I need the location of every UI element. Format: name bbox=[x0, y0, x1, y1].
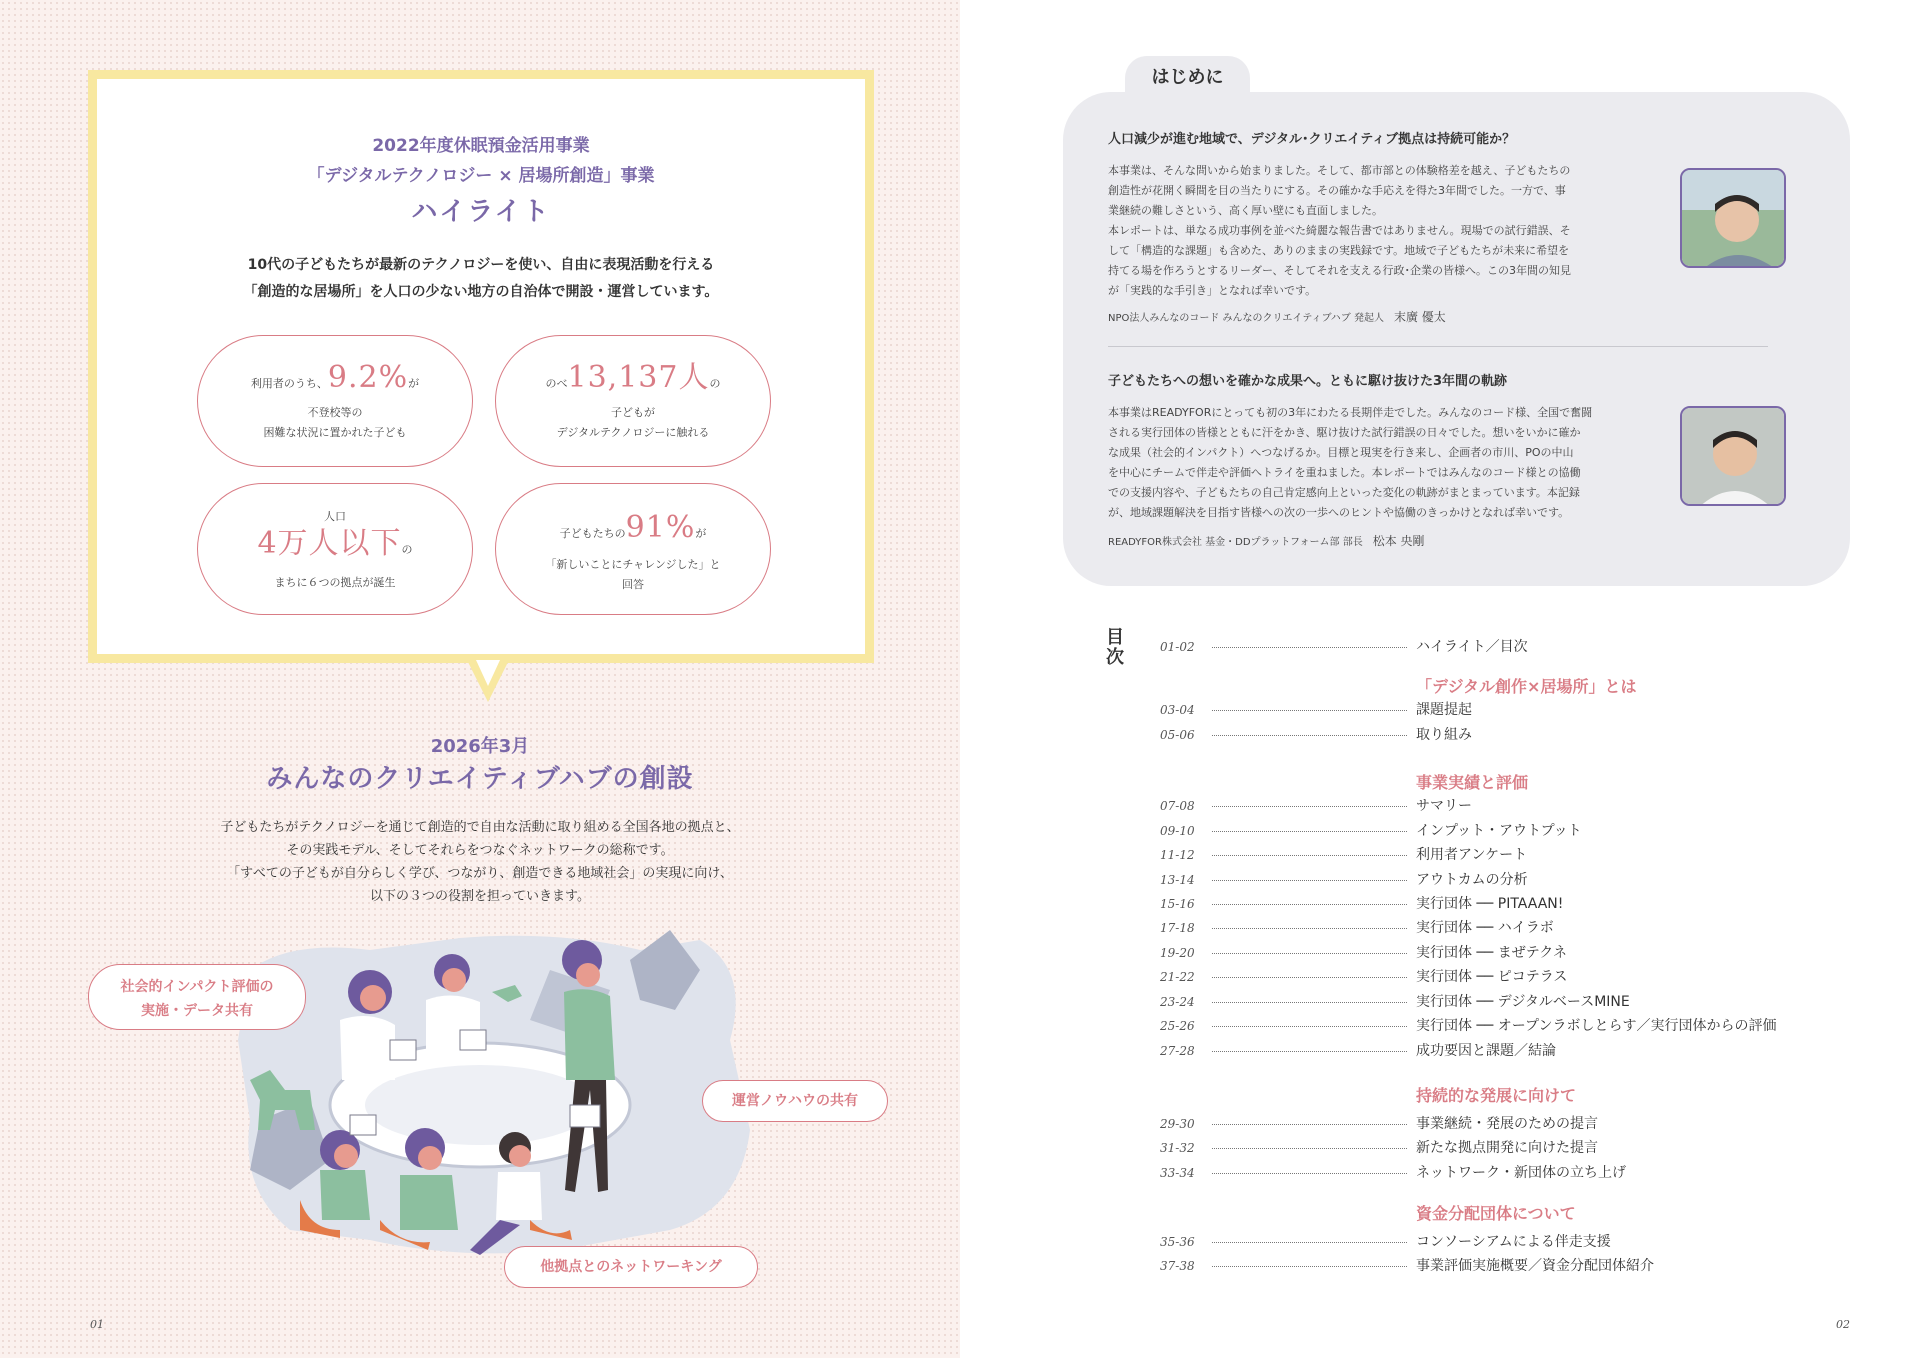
toc-entry[interactable] bbox=[1160, 821, 1860, 841]
toc-pages: 31-32 bbox=[1160, 1141, 1195, 1155]
toc-title: 利用者アンケート bbox=[1416, 847, 1528, 863]
toc-title: アウトカムの分析 bbox=[1416, 872, 1528, 888]
toc-pages: 15-16 bbox=[1160, 897, 1195, 911]
toc-entry[interactable] bbox=[1160, 1256, 1860, 1276]
table-inner bbox=[365, 1065, 595, 1145]
toc-label: 目次 bbox=[1106, 627, 1124, 668]
toc-leader bbox=[1212, 977, 1407, 978]
highlight-intro-line: 10代の子どもたちが最新のテクノロジーを使い、自由に表現活動を行える bbox=[247, 257, 715, 273]
toc-pages: 23-24 bbox=[1160, 995, 1195, 1009]
toc-pages: 25-26 bbox=[1160, 1019, 1195, 1033]
toc-entry[interactable] bbox=[1160, 700, 1860, 720]
message-line: 本事業はREADYFORにとっても初の3年にわたる長期伴走でした。みんなのコード様、全国で奮闘 bbox=[1108, 406, 1593, 419]
portrait-image bbox=[1682, 170, 1786, 268]
speech-pointer-inner bbox=[476, 660, 500, 686]
stat-suffix: が bbox=[695, 527, 707, 540]
toc-title: ハイライト／目次 bbox=[1416, 639, 1528, 655]
toc-leader bbox=[1212, 855, 1407, 856]
page-number-left: 01 bbox=[90, 1318, 104, 1331]
toc-entry[interactable] bbox=[1160, 1138, 1860, 1158]
toc-entry[interactable] bbox=[1160, 1232, 1860, 1252]
toc-pages: 27-28 bbox=[1160, 1044, 1195, 1058]
toc-title: 実行団体 ── ハイラボ bbox=[1416, 920, 1554, 936]
message-line: 本レポートは、単なる成功事例を並べた綺麗な報告書ではありません。現場での試行錯誤、そ bbox=[1108, 224, 1571, 237]
stat-value: 91% bbox=[625, 510, 696, 545]
message-line: が、地域課題解決を目指す皆様への次の一歩へのヒントや協働のきっかけとなれば幸いです。 bbox=[1108, 506, 1570, 519]
toc-leader bbox=[1212, 831, 1407, 832]
toc-entry[interactable] bbox=[1160, 967, 1860, 987]
highlight-project-name: 「デジタルテクノロジー × 居場所創造」事業 bbox=[307, 166, 655, 186]
highlight-project-year: 2022年度休眠預金活用事業 bbox=[372, 136, 590, 156]
stat-prefix: 利用者のうち、 bbox=[250, 377, 328, 390]
highlight-intro-line: 「創造的な居場所」を人口の少ない地方の自治体で開設・運営しています。 bbox=[243, 284, 719, 300]
toc-title: サマリー bbox=[1416, 798, 1472, 814]
role-tag-line: 社会的インパクト評価の bbox=[120, 979, 274, 995]
stat-desc: 「新しいことにチャレンジした」と bbox=[545, 558, 721, 571]
stat-desc: まちに６つの拠点が誕生 bbox=[274, 576, 396, 589]
stat-desc: 回答 bbox=[622, 578, 644, 591]
toc-title: 新たな拠点開発に向けた提言 bbox=[1416, 1140, 1598, 1156]
toc-leader bbox=[1212, 880, 1407, 881]
stat-prefix: 人口 bbox=[324, 510, 346, 523]
toc-leader bbox=[1212, 928, 1407, 929]
toc-title: 実行団体 ── まぜテクネ bbox=[1416, 945, 1568, 961]
toc-leader bbox=[1212, 1026, 1407, 1027]
toc-leader bbox=[1212, 735, 1407, 736]
toc-title: ネットワーク・新団体の立ち上げ bbox=[1416, 1165, 1626, 1181]
toc-entry[interactable] bbox=[1160, 637, 1860, 657]
toc-entry[interactable] bbox=[1160, 1016, 1860, 1036]
toc-title: 事業評価実施概要／資金分配団体紹介 bbox=[1416, 1258, 1654, 1274]
toc-pages: 01-02 bbox=[1160, 640, 1195, 654]
paper bbox=[350, 1115, 376, 1135]
portrait-image bbox=[1682, 408, 1786, 506]
toc-title: 成功要因と課題／結論 bbox=[1416, 1043, 1556, 1059]
stat-suffix: の bbox=[401, 543, 413, 556]
stat-bubble-challenge bbox=[495, 483, 771, 615]
message-line: 本事業は、そんな問いから始まりました。そして、都市部との体験格差を越え、子どもたちの bbox=[1108, 164, 1571, 177]
toc-entry[interactable] bbox=[1160, 992, 1860, 1012]
toc-pages: 11-12 bbox=[1160, 848, 1195, 862]
message-line: を中心にチームで伴走や評価へトライを重ねました。本レポートではみんなのコード様との協働 bbox=[1108, 466, 1581, 479]
message-heading: 子どもたちへの想いを確かな成果へ。ともに駆け抜けた3年間の軌跡 bbox=[1108, 374, 1508, 389]
toc-leader bbox=[1212, 1051, 1407, 1052]
message-line: して「構造的な課題」も含めた、ありのままの実践録です。地域で子どもたちが未来に希望を bbox=[1108, 244, 1570, 257]
toc-section-heading: 事業実績と評価 bbox=[1416, 773, 1529, 792]
toc-leader bbox=[1212, 1002, 1407, 1003]
toc-leader bbox=[1212, 1124, 1407, 1125]
collaboration-illustration bbox=[230, 930, 760, 1260]
toc-entry[interactable] bbox=[1160, 1163, 1860, 1183]
toc-pages: 29-30 bbox=[1160, 1117, 1195, 1131]
message-heading: 人口減少が進む地域で、デジタル･クリエイティブ拠点は持続可能か？ bbox=[1108, 132, 1516, 147]
portrait-photo bbox=[1680, 168, 1786, 268]
stat-bubble-non-attendance bbox=[197, 335, 473, 467]
message-line: が「実践的な手引き」となれば幸いです。 bbox=[1108, 284, 1317, 297]
toc-entry[interactable] bbox=[1160, 1041, 1860, 1061]
message-line: される実行団体の皆様とともに汗をかき、駆け抜けた試行錯誤の日々でした。想いをいかに確か bbox=[1108, 426, 1581, 439]
stat-suffix: が bbox=[408, 377, 420, 390]
message-line: 創造性が花開く瞬間を目の当たりにする。その確かな手応えを得た3年間でした。一方で、事 bbox=[1108, 184, 1566, 197]
message-line: での支援内容や、子どもたちの自己肯定感向上といった変化の軌跡がまとまっています。本記録 bbox=[1108, 486, 1580, 499]
message-signature bbox=[1108, 532, 1425, 549]
founding-desc-line: その実践モデル、そしてそれらをつなぐネットワークの総称です。 bbox=[286, 843, 674, 858]
toc-title: 実行団体 ── デジタルベースMINE bbox=[1416, 994, 1630, 1010]
stat-desc: 不登校等の bbox=[307, 406, 363, 419]
toc-title: 実行団体 ── オープンラボしとらす／実行団体からの評価 bbox=[1416, 1018, 1777, 1034]
toc-section-heading: 「デジタル創作×居場所」とは bbox=[1416, 677, 1637, 696]
founding-desc-line: 以下の３つの役割を担っていきます。 bbox=[370, 889, 590, 904]
signature-org: NPO法人みんなのコード みんなのクリエイティブハブ 発起人 bbox=[1108, 313, 1384, 324]
toc-title: コンソーシアムによる伴走支援 bbox=[1416, 1234, 1611, 1250]
toc-pages: 09-10 bbox=[1160, 824, 1195, 838]
message-line: 持てる場を作ろうとするリーダー、そしてそれを支える行政･企業の皆様へ。この3年間の知見 bbox=[1108, 264, 1572, 277]
portrait-photo bbox=[1680, 406, 1786, 506]
toc-pages: 19-20 bbox=[1160, 946, 1195, 960]
toc-leader bbox=[1212, 953, 1407, 954]
toc-entry[interactable] bbox=[1160, 918, 1860, 938]
toc-section-heading: 資金分配団体について bbox=[1416, 1204, 1576, 1223]
stat-bubble-population bbox=[197, 483, 473, 615]
toc-entry[interactable] bbox=[1160, 725, 1860, 745]
toc-pages: 35-36 bbox=[1160, 1235, 1195, 1249]
toc-entry[interactable] bbox=[1160, 1114, 1860, 1134]
toc-leader bbox=[1212, 710, 1407, 711]
signature-name: 末廣 優太 bbox=[1393, 310, 1446, 324]
highlight-title: ハイライト bbox=[411, 197, 551, 227]
toc-leader bbox=[1212, 904, 1407, 905]
toc-pages: 33-34 bbox=[1160, 1166, 1195, 1180]
stat-prefix: のべ bbox=[545, 377, 568, 390]
message-line: な成果（社会的インパクト）へつなげるか。目標と現実を行き来し、企画者の市川、POの中山 bbox=[1108, 446, 1574, 459]
page-number-right: 02 bbox=[1836, 1318, 1850, 1331]
toc-pages: 37-38 bbox=[1160, 1259, 1195, 1273]
role-tag-impact-evaluation bbox=[88, 964, 306, 1030]
toc-pages: 21-22 bbox=[1160, 970, 1195, 984]
toc-title: 課題提起 bbox=[1416, 702, 1472, 718]
founding-desc-line: 「すべての子どもが自分らしく学び、つながり、創造できる地域社会」の実現に向け、 bbox=[227, 866, 733, 881]
stat-value: 4万人以下 bbox=[257, 526, 402, 561]
toc-pages: 13-14 bbox=[1160, 873, 1195, 887]
toc-pages: 03-04 bbox=[1160, 703, 1195, 717]
toc-section-heading: 持続的な発展に向けて bbox=[1416, 1086, 1577, 1105]
toc-leader bbox=[1212, 1148, 1407, 1149]
signature-name: 松本 央剛 bbox=[1372, 534, 1425, 548]
toc-entry[interactable] bbox=[1160, 894, 1860, 914]
toc-title: インプット・アウトプット bbox=[1416, 823, 1582, 839]
toc-title: 実行団体 ── PITAAAN! bbox=[1416, 896, 1564, 912]
toc-entry[interactable] bbox=[1160, 796, 1860, 816]
intro-tab: はじめに bbox=[1125, 56, 1250, 100]
toc-pages: 07-08 bbox=[1160, 799, 1195, 813]
toc-title: 事業継続・発展のための提言 bbox=[1416, 1116, 1598, 1132]
message-divider bbox=[1108, 346, 1768, 347]
toc-entry[interactable] bbox=[1160, 870, 1860, 890]
toc-title: 実行団体 ── ピコテラス bbox=[1416, 969, 1568, 985]
founding-desc-line: 子どもたちがテクノロジーを通じて創造的で自由な活動に取り組める全国各地の拠点と、 bbox=[220, 820, 740, 835]
toc-pages: 17-18 bbox=[1160, 921, 1195, 935]
signature-org: READYFOR株式会社 基金・DDプラットフォーム部 部長 bbox=[1108, 537, 1363, 548]
toc-leader bbox=[1212, 1173, 1407, 1174]
toc-title: 取り組み bbox=[1416, 727, 1472, 743]
role-tag-knowhow: 運営ノウハウの共有 bbox=[702, 1080, 888, 1122]
stat-desc: 困難な状況に置かれた子ども bbox=[263, 426, 407, 439]
toc-pages: 05-06 bbox=[1160, 728, 1195, 742]
highlight-box bbox=[88, 70, 874, 663]
stat-desc: デジタルテクノロジーに触れる bbox=[556, 426, 710, 439]
stat-bubble-children-count bbox=[495, 335, 771, 467]
toc-entry[interactable] bbox=[1160, 845, 1860, 865]
toc-leader bbox=[1212, 806, 1407, 807]
toc-leader bbox=[1212, 1266, 1407, 1267]
toc-entry[interactable] bbox=[1160, 943, 1860, 963]
toc-leader bbox=[1212, 647, 1407, 648]
stat-prefix: 子どもたちの bbox=[559, 527, 626, 540]
paper bbox=[570, 1105, 600, 1127]
stat-suffix: の bbox=[709, 377, 721, 390]
message-signature bbox=[1108, 308, 1446, 325]
message-line: 業継続の難しさという、高く厚い壁にも直面しました。 bbox=[1108, 204, 1383, 217]
stat-desc: 子どもが bbox=[611, 406, 655, 419]
toc-leader bbox=[1212, 1242, 1407, 1243]
paper bbox=[460, 1030, 486, 1050]
founding-title: みんなのクリエイティブハブの創設 bbox=[266, 764, 694, 794]
stat-value: 9.2% bbox=[327, 360, 409, 395]
role-tag-line: 実施・データ共有 bbox=[141, 1003, 253, 1019]
paper bbox=[390, 1040, 416, 1060]
founding-date: 2026年3月 bbox=[430, 736, 530, 757]
role-tag-networking: 他拠点とのネットワーキング bbox=[504, 1246, 758, 1288]
stat-value: 13,137人 bbox=[567, 360, 710, 395]
